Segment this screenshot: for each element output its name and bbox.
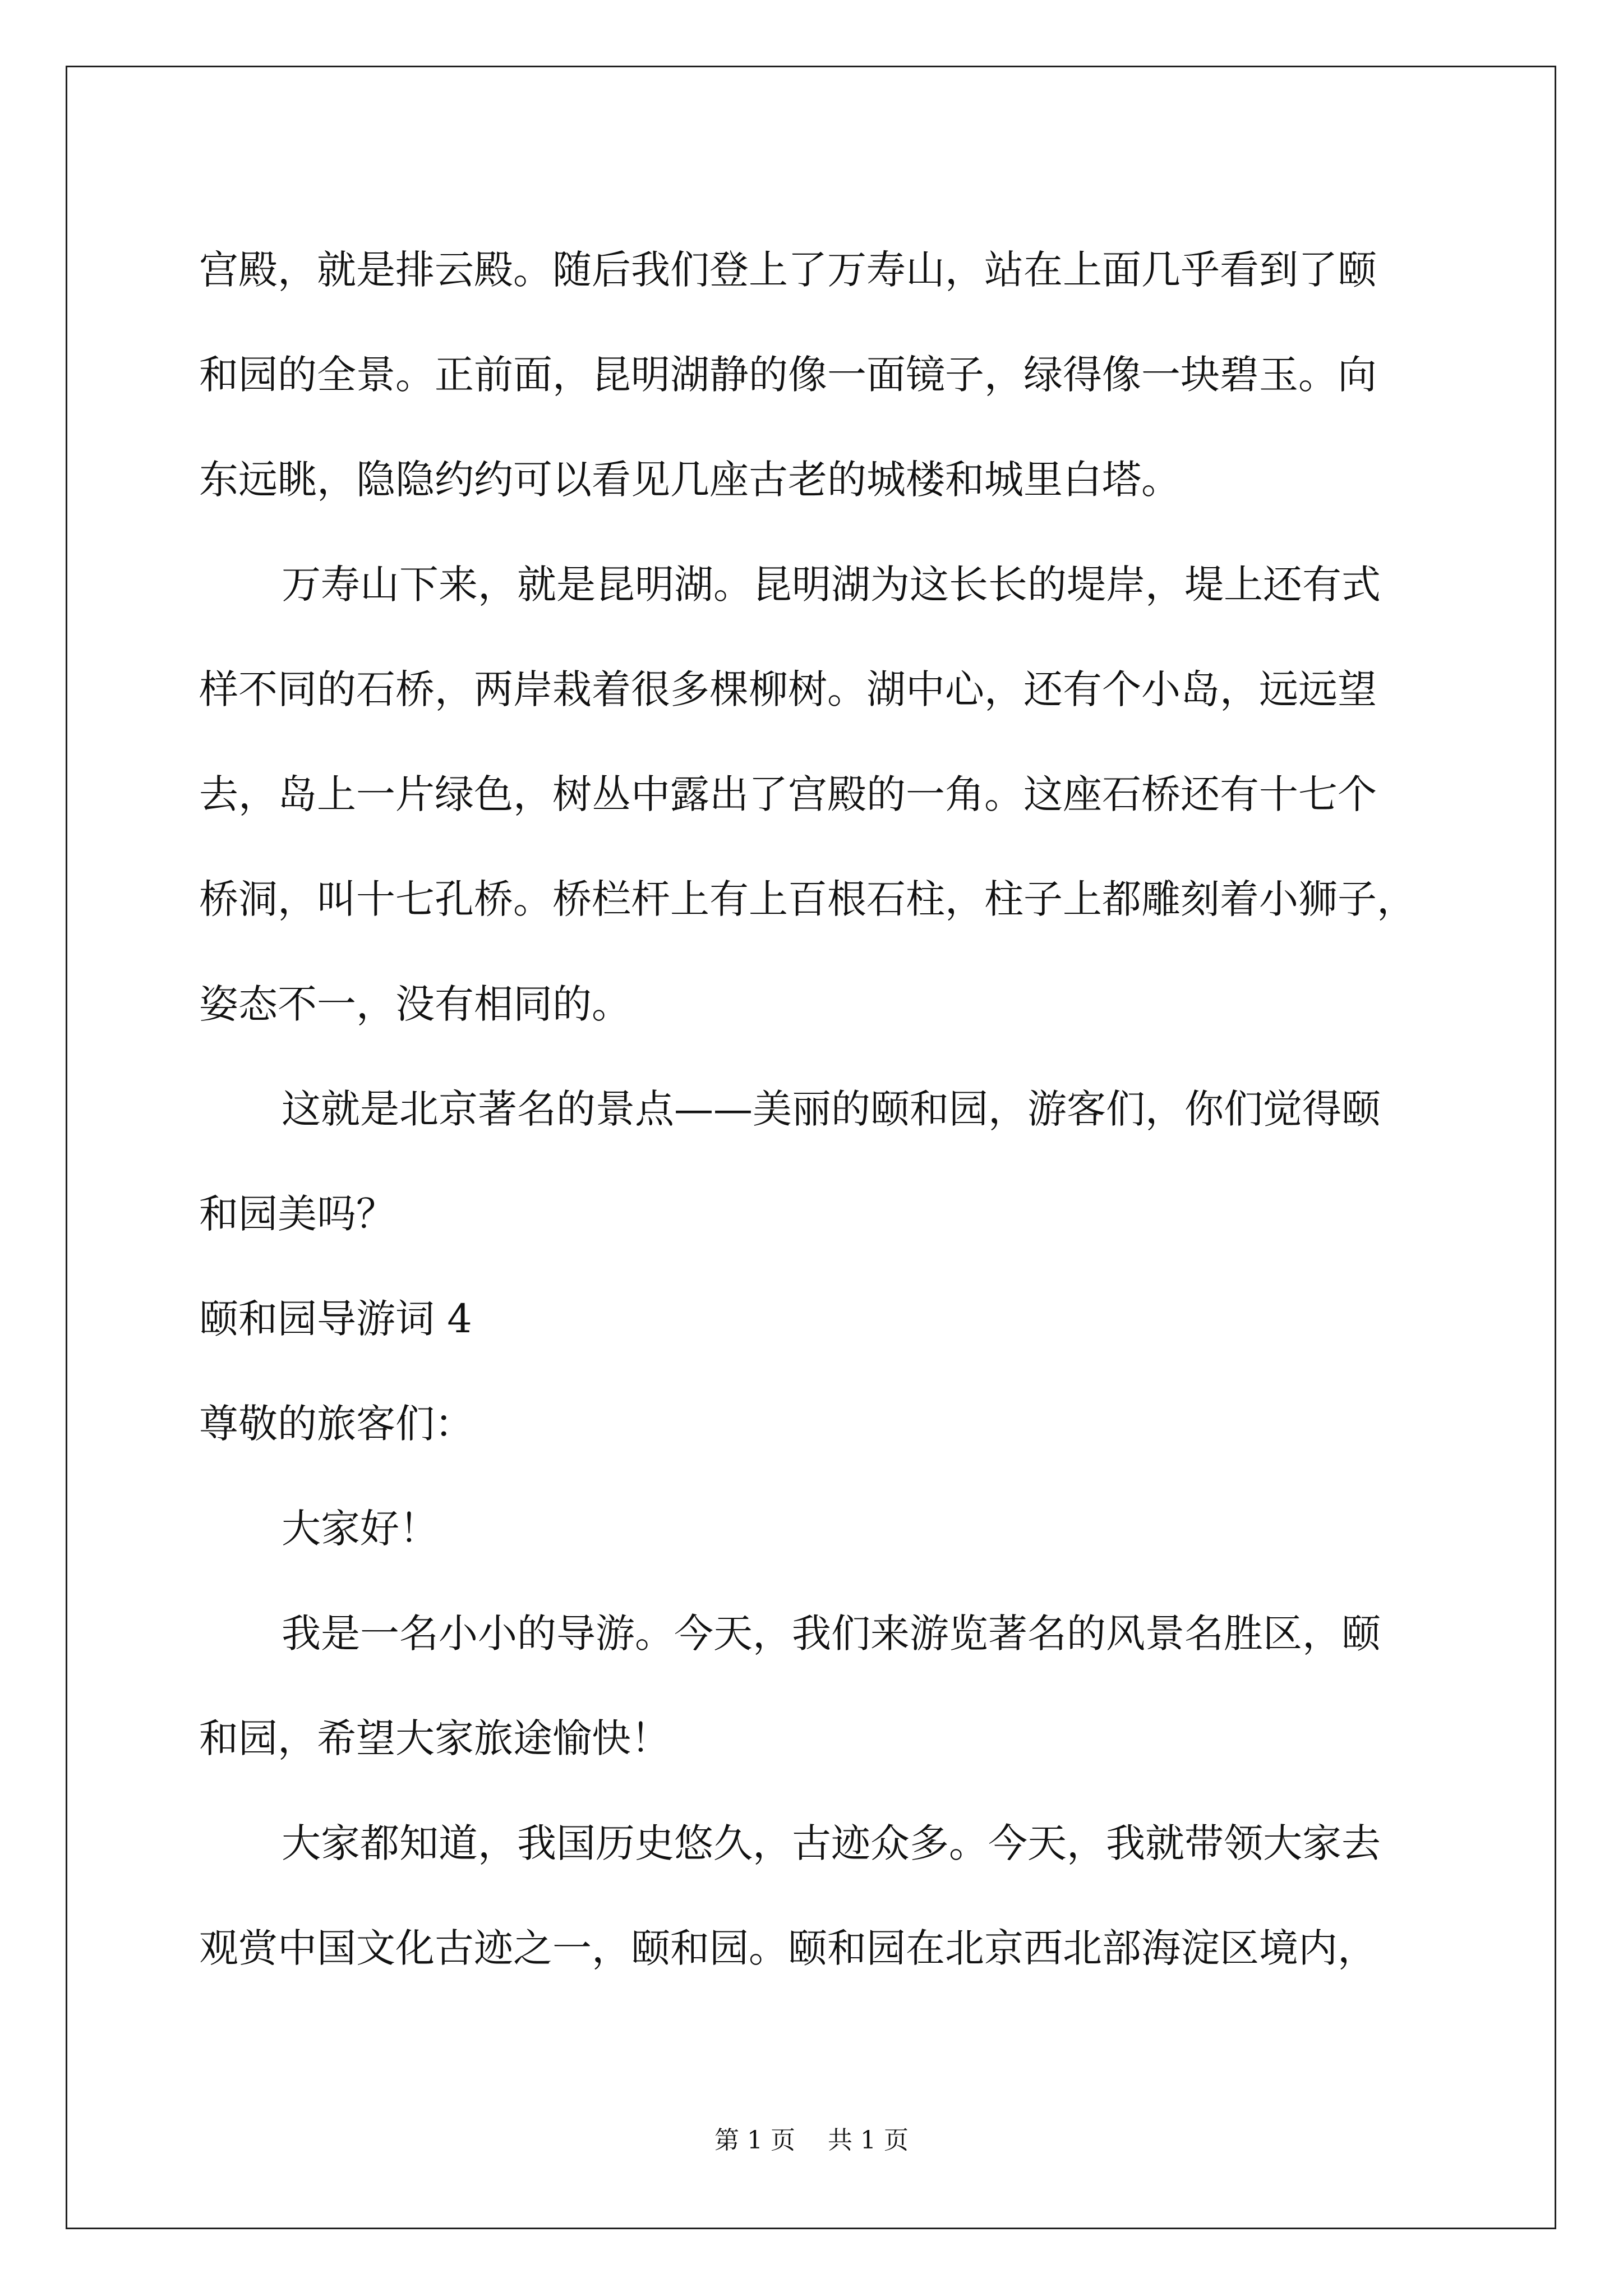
document-body bbox=[199, 218, 1433, 2001]
text-line: 和园的全景。正前面，昆明湖静的像一面镜子，绿得像一块碧玉。向 bbox=[199, 352, 1377, 398]
text-line: 和园美吗？ bbox=[199, 1191, 395, 1237]
salutation: 尊敬的旅客们： bbox=[199, 1401, 474, 1447]
text-line: 这就是北京著名的景点——美丽的颐和园，游客们，你们觉得颐 bbox=[282, 1086, 1381, 1132]
text-line: 宫殿，就是排云殿。随后我们登上了万寿山，站在上面几乎看到了颐 bbox=[199, 247, 1377, 293]
greeting: 大家好！ bbox=[282, 1506, 439, 1552]
section-heading: 颐和园导游词 4 bbox=[199, 1296, 472, 1342]
text-line: 样不同的石桥，两岸栽着很多棵柳树。湖中心，还有个小岛，远远望 bbox=[199, 666, 1377, 712]
text-line: 大家都知道，我国历史悠久，古迹众多。今天，我就带领大家去 bbox=[282, 1820, 1381, 1866]
text-line: 姿态不一，没有相同的。 bbox=[199, 981, 631, 1027]
text-line: 我是一名小小的导游。今天，我们来游览著名的风景名胜区，颐 bbox=[282, 1611, 1381, 1657]
page-footer bbox=[0, 2124, 1623, 2157]
text-line: 观赏中国文化古迹之一，颐和园。颐和园在北京西北部海淀区境内， bbox=[199, 1925, 1377, 1971]
text-line: 万寿山下来，就是昆明湖。昆明湖为这长长的堤岸，堤上还有式 bbox=[282, 562, 1381, 608]
page-total: 共 1 页 bbox=[828, 2126, 909, 2155]
text-line: 桥洞，叫十七孔桥。桥栏杆上有上百根石柱，柱子上都雕刻着小狮子， bbox=[199, 876, 1416, 922]
text-line: 东远眺，隐隐约约可以看见几座古老的城楼和城里白塔。 bbox=[199, 457, 1181, 503]
text-line: 和园，希望大家旅途愉快！ bbox=[199, 1715, 670, 1761]
text-line: 去，岛上一片绿色，树丛中露出了宫殿的一角。这座石桥还有十七个 bbox=[199, 771, 1377, 817]
page-number: 第 1 页 bbox=[714, 2126, 795, 2155]
